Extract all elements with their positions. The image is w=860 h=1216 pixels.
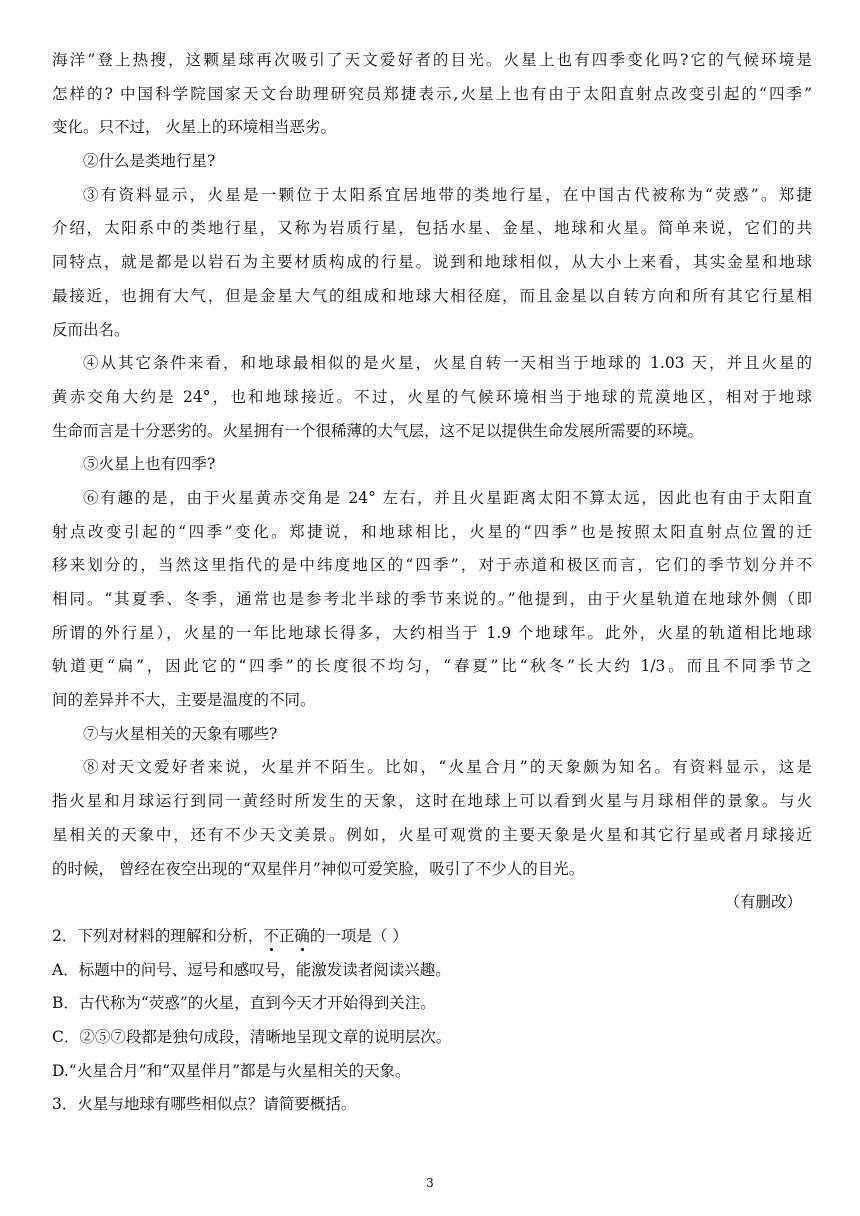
option-c: C．②⑤⑦段都是独句成段，清晰地呈现文章的说明层次。 <box>52 1027 452 1046</box>
question-stem <box>52 920 812 954</box>
question-3: 3．火星与地球有哪些相似点？请简要概括。 <box>52 1095 357 1114</box>
page-number: 3 <box>426 1176 434 1190</box>
paragraph-4 <box>52 347 812 448</box>
text-line: 最接近，也拥有大气，但是金星大气的组成和地球大相径庭，而且金星以自转方向和所有其它行星相 <box>52 286 812 305</box>
text-line: ⑤火星上也有四季? <box>83 455 216 474</box>
text-line: 怎样的? 中国科学院国家天文台助理研究员郑捷表示,火星上也有由于太阳直射点改变引起的“四季” <box>52 84 812 103</box>
paragraph-8 <box>52 751 812 886</box>
question-2 <box>52 920 812 1088</box>
question-text: 2．下列对材料的理解和分析， <box>52 926 264 945</box>
paragraph-5-heading <box>52 448 812 482</box>
emphasis-char: 不 <box>263 926 279 945</box>
text-line: 射点改变引起的“四季”变化。郑捷说，和地球相比，火星的“四季”也是按照太阳直射点位置的迁 <box>52 522 812 541</box>
text-line: 的时候， 曾经在夜空出现的“双星伴月”神似可爱笑脸，吸引了不少人的目光。 <box>52 859 585 878</box>
text-line: 同特点，就是都是以岩石为主要材质构成的行星。说到和地球相似，从大小上来看，其实金星和地球 <box>52 253 812 272</box>
text-line: 指火星和月球运行到同一黄经时所发生的天象，这时在地球上可以看到火星与月球相伴的景象。与火 <box>52 792 812 811</box>
text-line: ④从其它条件来看，和地球最相似的是火星，火星自转一天相当于地球的 1.03 天，并且火星的 <box>83 354 812 373</box>
paragraph-7-heading <box>52 718 812 752</box>
text-line: 轨道更“扁”，因此它的“四季”的长度很不均匀，“春夏”比“秋冬”长大约 1/3。而且不同季节之 <box>52 657 812 676</box>
text-line: 生命而言是十分恶劣的。火星拥有一个很稀薄的大气层，这不足以提供生命发展所需要的环境。 <box>52 421 704 440</box>
text-line: 黄赤交角大约是 24°，也和地球接近。不过，火星的气候环境相当于地球的荒漠地区，相对于地球 <box>52 387 812 406</box>
paragraph-6 <box>52 482 812 718</box>
emphasis-char: 确 <box>294 926 310 945</box>
paragraph-2-heading <box>52 145 812 179</box>
document-page <box>52 44 812 1122</box>
text-line: 相同。“其夏季、冬季，通常也是参考北半球的季节来说的。”他提到，由于火星轨道在地球外侧（即 <box>52 590 812 608</box>
paragraph-1 <box>52 44 812 145</box>
text-line: ③有资料显示，火星是一颗位于太阳系宜居地带的类地行星，在中国古代被称为“荧惑”。郑捷 <box>83 185 812 204</box>
text-line: 间的差异并不大，主要是温度的不同。 <box>52 691 316 710</box>
text-line: 移来划分的，当然这里指代的是中纬度地区的“四季”，对于赤道和极区而言，它们的季节划分并不 <box>52 556 812 575</box>
text-line: 介绍，太阳系中的类地行星，又称为岩质行星，包括水星、金星、地球和火星。简单来说，它们的共 <box>52 219 812 238</box>
text-line: 变化。只不过， 火星上的环境相当恶劣。 <box>52 118 336 137</box>
option-b: B．古代称为“荧惑”的火星，直到今天才开始得到关注。 <box>52 994 436 1013</box>
text-line: 海洋”登上热搜，这颗星球再次吸引了天文爱好者的目光。火星上也有四季变化吗?它的气候环境是 <box>52 51 812 69</box>
option-a: A．标题中的问号、逗号和感叹号，能激发读者阅读兴趣。 <box>52 960 451 979</box>
text-line: ⑧对天文爱好者来说，火星并不陌生。比如，“火星合月”的天象颇为知名。有资料显示，这是 <box>83 758 812 777</box>
question-text: 的一项是（ ） <box>309 926 408 945</box>
text-line: ②什么是类地行星? <box>83 152 216 171</box>
text-line: ⑥有趣的是，由于火星黄赤交角是 24° 左右，并且火星距离太阳不算太远，因此也有由于太阳直 <box>83 488 812 507</box>
text-line: 反而出名。 <box>52 320 130 339</box>
source-note: （有删改） <box>724 893 802 912</box>
emphasis-char: 正 <box>278 926 295 945</box>
text-line: 星相关的天象中，还有不少天文美景。例如，火星可观赏的主要天象是火星和其它行星或者月球接近 <box>52 825 812 844</box>
option-d: D.“火星合月”和“双星伴月”都是与火星相关的天象。 <box>52 1061 411 1080</box>
text-line: ⑦与火星相关的天象有哪些? <box>83 724 278 743</box>
paragraph-3 <box>52 179 812 347</box>
text-line: 所谓的外行星），火星的一年比地球长得多，大约相当于 1.9 个地球年。此外，火星的轨道相比地球 <box>52 623 812 642</box>
